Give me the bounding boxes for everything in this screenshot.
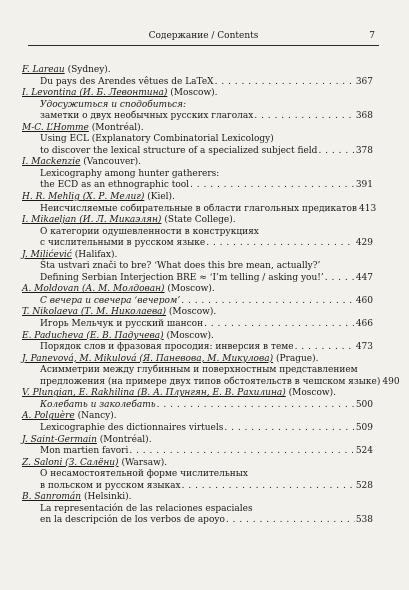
entry-page-number: 391 — [355, 180, 373, 191]
entry-author-line — [22, 88, 373, 100]
dot-leader — [190, 180, 355, 192]
entry-author-line — [22, 250, 373, 262]
entry-author: T. Nikolaeva (Т. М. Николаева) — [22, 307, 167, 318]
entry-author: J. Panevová, M. Mikulová (Я. Паневова, М. Микулова) — [22, 353, 274, 364]
entry-title: О категории одушевленности в конструкциях — [40, 226, 259, 237]
entry-author: F. Lareau — [22, 65, 65, 75]
entry-affiliation: (Moscow). — [164, 284, 215, 295]
entry-page-number: 378 — [355, 145, 373, 156]
entry-title: в польском и русском языках — [40, 480, 181, 491]
dot-leader — [204, 319, 355, 331]
entry-page-number: 447 — [355, 272, 373, 283]
toc-entry — [22, 353, 400, 389]
dot-leader — [224, 423, 354, 435]
toc-entry — [22, 388, 373, 411]
entry-author: I. Mackenzie — [22, 157, 81, 168]
entry-author-line — [22, 284, 373, 296]
entry-affiliation: (Moscow). — [166, 307, 217, 318]
entry-author: V. Plungian, E. Rakhilina (В. А. Плунгян, Е. В. Рахилина) — [22, 388, 286, 399]
toc-entry — [22, 250, 373, 285]
entry-title-line — [22, 227, 373, 239]
dot-leader — [215, 77, 355, 89]
entry-page-number: 528 — [355, 480, 373, 491]
entry-title-line — [22, 319, 373, 331]
entry-affiliation: (Halifax). — [71, 249, 118, 260]
entry-title: Порядок слов и фразовая просодия: инверсия в теме — [40, 342, 294, 353]
entry-author: E. Paducheva (Е. В. Падучева) — [22, 330, 164, 341]
entry-affiliation: (Moscow). — [285, 388, 336, 399]
entry-title-line — [22, 261, 373, 273]
entry-title-line — [22, 481, 373, 493]
entry-title: Асимметрии между глубинным и поверхностным представлением — [40, 365, 358, 376]
entry-title-line — [22, 446, 373, 458]
entry-title: Defining Serbian Interjection BRE ≈ ‘I’m telling / asking you!’ — [40, 272, 324, 283]
toc-entry — [22, 458, 373, 493]
entry-author: I. Levontina (И. Б. Левонтина) — [22, 88, 168, 99]
toc-entry — [22, 123, 373, 158]
toc-entry — [22, 157, 373, 192]
entry-title: Du pays des Arendes vêtues de LaTeX — [40, 76, 214, 87]
entry-title: Mon martien favori — [40, 446, 129, 457]
entry-title: Šta ustvari znači to bre? ‘What does this bre mean, actually?’ — [40, 261, 321, 272]
toc-entry — [22, 492, 373, 527]
entry-title-line — [22, 423, 373, 435]
page-number: 7 — [369, 31, 375, 41]
entry-author-line — [22, 157, 373, 169]
entry-page-number: 490 — [382, 376, 400, 387]
toc-entry — [22, 88, 373, 123]
entry-affiliation: (State College). — [161, 215, 236, 226]
dot-leader — [182, 481, 355, 493]
entry-author: J. Milićević — [22, 249, 72, 260]
entry-title-line — [22, 400, 373, 412]
dot-leader — [318, 146, 354, 158]
entry-author-line — [22, 123, 373, 135]
entry-author: H. R. Mehlig (Х. Р. Мелиг) — [22, 192, 145, 203]
toc-entry — [22, 215, 373, 250]
entry-affiliation: (Warsaw). — [118, 457, 168, 468]
entry-title-line — [22, 169, 373, 181]
entry-title: Lexicography among hunter gatherers: — [40, 168, 220, 179]
entry-affiliation: (Sydney). — [64, 65, 111, 75]
toc-entry — [22, 192, 377, 215]
entry-author: A. Polguère — [22, 411, 75, 422]
entry-title-line — [22, 273, 373, 285]
entry-title-line — [22, 111, 373, 123]
entry-author-line — [22, 492, 373, 504]
dot-leader — [157, 400, 355, 412]
entry-author-line — [22, 354, 373, 366]
entry-title: заметки о двух необычных русских глаголах — [40, 111, 254, 122]
table-of-contents — [22, 65, 400, 527]
entry-affiliation: (Kiel). — [144, 192, 175, 203]
toc-entry — [22, 331, 373, 354]
dot-leader — [254, 111, 354, 123]
entry-author: A. Moldovan (А. М. Молдован) — [22, 284, 165, 295]
entry-title: to discover the lexical structure of a specialized subject field — [40, 145, 318, 156]
entry-author: J. Saint-Germain — [22, 434, 97, 445]
entry-page-number: 367 — [355, 76, 373, 87]
entry-affiliation: (Moscow). — [163, 330, 214, 341]
entry-affiliation: (Nancy). — [74, 411, 117, 422]
entry-title: Игорь Мельчук и русский шансон — [40, 319, 204, 330]
entry-author: B. Sanromán — [22, 492, 82, 503]
entry-author: Z. Saloni (З. Салёни) — [22, 457, 119, 468]
entry-author-line — [22, 458, 373, 470]
entry-title-line — [22, 376, 400, 389]
entry-title-line — [22, 134, 373, 146]
entry-page-number: 473 — [355, 342, 373, 353]
entry-title-line — [22, 77, 373, 89]
entry-title-line — [22, 342, 373, 354]
entry-author-line — [22, 435, 373, 447]
toc-entry — [22, 435, 373, 458]
entry-affiliation: (Vancouver). — [80, 157, 141, 168]
entry-author-line — [22, 192, 373, 204]
entry-title-line — [22, 504, 373, 516]
dot-leader — [325, 273, 355, 285]
entry-page-number: 429 — [355, 238, 373, 249]
entry-affiliation: (Helsinki). — [81, 492, 132, 503]
toc-entry — [22, 284, 373, 307]
entry-title: Неисчисляемые собирательные в области глагольных предикатов — [40, 203, 358, 214]
entry-title-line — [22, 469, 373, 481]
dot-leader — [181, 296, 355, 308]
entry-affiliation: (Prague). — [273, 353, 319, 364]
entry-title-line — [22, 515, 373, 527]
entry-author-line — [22, 307, 373, 319]
entry-title: La representación de las relaciones espaciales — [40, 503, 253, 514]
entry-page-number: 466 — [355, 319, 373, 330]
dot-leader — [226, 515, 355, 527]
entry-page-number: 524 — [355, 446, 373, 457]
entry-author: M-C. L’Homme — [22, 122, 89, 133]
toc-entry — [22, 307, 373, 330]
entry-affiliation: (Montréal). — [88, 122, 144, 133]
entry-author: I. Mikaeljan (И. Л. Микаэлян) — [22, 215, 162, 226]
entry-title: en la descripción de los verbos de apoyo — [40, 515, 225, 526]
entry-title-line — [22, 296, 373, 308]
entry-title: Колебать и заколебать — [40, 399, 156, 410]
entry-title: the ECD as an ethnographic tool — [40, 180, 190, 191]
entry-affiliation: (Moscow). — [167, 88, 218, 99]
entry-title: с числительными в русском языке — [40, 238, 206, 249]
entry-affiliation: (Montréal). — [96, 434, 152, 445]
entry-title-line — [22, 180, 373, 192]
entry-title-line — [22, 238, 373, 250]
entry-title: С вечера и свечера ‘вечером’ — [40, 295, 181, 306]
entry-page-number: 368 — [355, 111, 373, 122]
entry-author-line — [22, 331, 373, 343]
entry-title: Using ECL (Explanatory Combinatorial Lexicology) — [40, 134, 274, 145]
entry-page-number: 509 — [355, 422, 373, 433]
entry-author-line — [22, 215, 373, 227]
dot-leader — [129, 446, 354, 458]
dot-leader — [206, 238, 355, 250]
entry-title: предложения (на примере двух типов обстоятельств в чешском языке) — [40, 376, 381, 387]
entry-title: Lexicographie des dictionnaires virtuels — [40, 422, 224, 433]
entry-title: Удосужиться и сподобиться: — [40, 99, 186, 110]
entry-author-line — [22, 411, 373, 423]
entry-page-number: 413 — [359, 203, 377, 214]
header-rule — [28, 45, 379, 46]
entry-title: О несамостоятельной форме числительных — [40, 469, 248, 480]
entry-title-line — [22, 203, 377, 216]
running-title: Содержание / Contents — [148, 31, 259, 41]
entry-page-number: 500 — [355, 399, 373, 410]
entry-title-line — [22, 100, 373, 112]
entry-title-line — [22, 146, 373, 158]
entry-page-number: 460 — [355, 295, 373, 306]
toc-entry — [22, 411, 373, 434]
entry-author-line — [22, 65, 373, 77]
dot-leader — [295, 342, 355, 354]
toc-entry — [22, 65, 373, 88]
entry-page-number: 538 — [355, 515, 373, 526]
entry-author-line — [22, 388, 373, 400]
entry-title-line — [22, 365, 373, 377]
